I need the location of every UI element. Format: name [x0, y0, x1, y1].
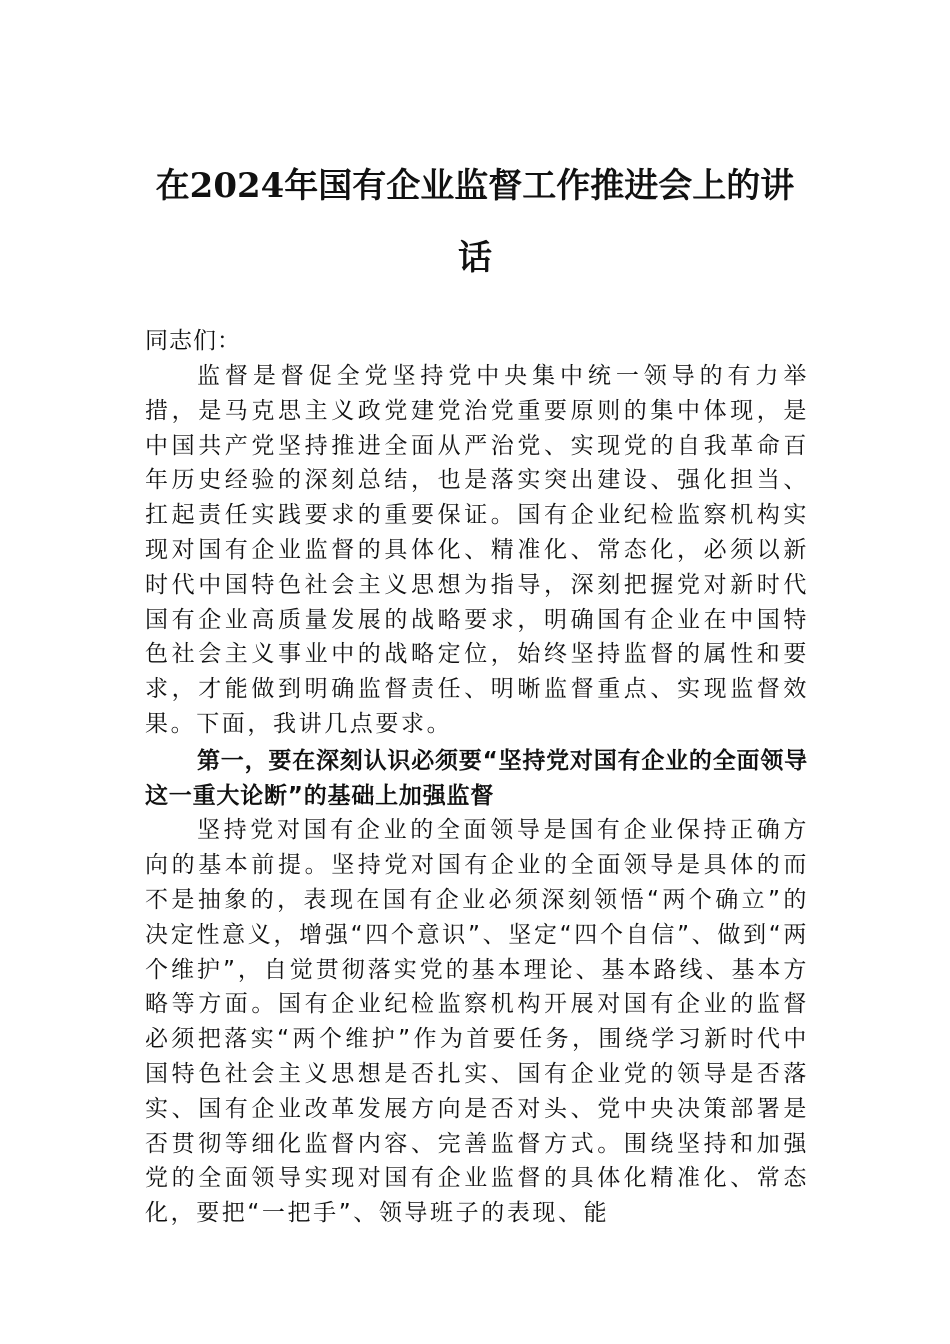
- document-title: 在2024年国有企业监督工作推进会上的讲话: [155, 166, 795, 278]
- intro-paragraph: 监督是督促全党坚持党中央集中统一领导的有力举措，是马克思主义政党建党治党重要原则的集中体现，是中国共产党坚持推进全面从严治党、实现党的自我革命百年历史经验的深刻总结，也是落实突出建设、强化担当、扛起责任实践要求的重要保证。国有企业纪检监察机构实现对国有企业监督的具体化、精准化、常态化，必须以新时代中国特色社会主义思想为指导，深刻把握党对新时代国有企业高质量发展的战略要求，明确国有企业在中国特色社会主义事业中的战略定位，始终坚持监督的属性和要求，才能做到明确监督责任、明晰监督重点、实现监督效果。下面，我讲几点要求。: [145, 363, 809, 737]
- section-paragraph: 坚持党对国有企业的全面领导是国有企业保持正确方向的基本前提。坚持党对国有企业的全面领导是具体的而不是抽象的，表现在国有企业必须深刻领悟“两个确立”的决定性意义，增强“四个意识”、坚定“四个自信”、做到“两个维护”，自觉贯彻落实党的基本理论、基本路线、基本方略等方面。国有企业纪检监察机构开展对国有企业的监督必须把落实“两个维护”作为首要任务，围绕学习新时代中国特色社会主义思想是否扎实、国有企业党的领导是否落实、国有企业改革发展方向是否对头、党中央决策部署是否贯彻等细化监督内容、完善监督方式。围绕坚持和加强党的全面领导实现对国有企业监督的具体化精准化、常态化，要把“一把手”、领导班子的表现、能: [145, 817, 809, 1227]
- document-body: [145, 323, 809, 1231]
- salutation: 同志们：: [145, 328, 241, 354]
- section-heading: 第一，要在深刻认识必须要“坚持党对国有企业的全面领导这一重大论断”的基础上加强监督: [145, 747, 808, 809]
